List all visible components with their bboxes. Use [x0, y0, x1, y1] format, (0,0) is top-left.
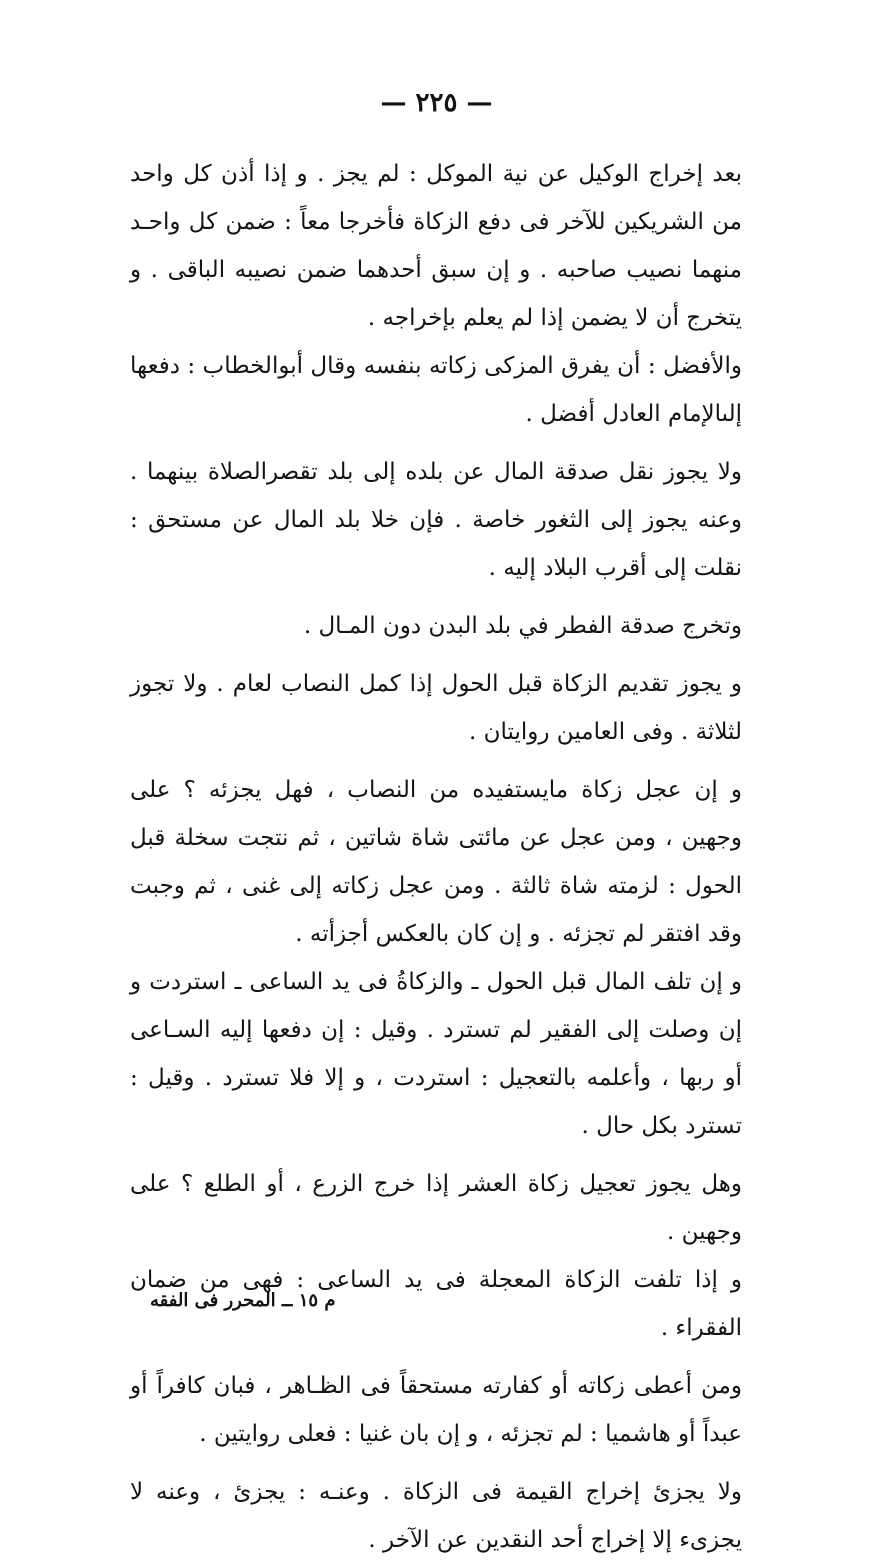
- body-text: [130, 150, 742, 1564]
- paragraph: ومن أعطى زكاته أو كفارته مستحقاً فى الظـاهر ، فبان كافراً أو عبداً أو هاشميا : لم تجزئه ، و إن بان غنيا : فعلى روايتين .: [130, 1373, 742, 1447]
- paragraph: وتخرج صدقة الفطر في بلد البدن دون المـال .: [303, 613, 742, 639]
- paragraph: ولا يجزئ إخراج القيمة فى الزكاة . وعنـه : يجزئ ، وعنه لا يجزىء إلا إخراج أحد النقدين عن الآخر .: [130, 1479, 742, 1553]
- paragraph: ولا يجوز نقل صدقة المال عن بلده إلى بلد تقصرالصلاة بينهما . وعنه يجوز إلى الثغور خاصة . فإن خلا بلد المال عن مستحق : نقلت إلى أقرب البلاد إليه .: [130, 459, 742, 581]
- paragraph: والأفضل : أن يفرق المزكى زكاته بنفسه وقال أبوالخطاب : دفعها إلىالإمام العادل أفضل .: [130, 353, 742, 427]
- paragraph: وهل يجوز تعجيل زكاة العشر إذا خرج الزرع ، أو الطلع ؟ على وجهين .: [130, 1171, 742, 1245]
- paragraph: و إن عجل زكاة مايستفيده من النصاب ، فهل يجزئه ؟ على وجهين ، ومن عجل عن مائتى شاة شاتين ، ثم نتجت سخلة قبل الحول : لزمته شاة ثالثة . ومن عجل زكاته إلى غنى ، ثم وجبت وقد افتقر لم تجزئه . و إن كان بالعكس أجزأته .: [130, 777, 742, 947]
- footer-signature: م ١٥ ــ المحرر فى الفقه: [150, 1290, 336, 1311]
- paragraph: و إذا تلفت الزكاة المعجلة فى يد الساعى : فهى من ضمان الفقراء .: [130, 1267, 742, 1341]
- paragraph: و يجوز تقديم الزكاة قبل الحول إذا كمل النصاب لعام . ولا تجوز لثلاثة . وفى العامين روايتان .: [130, 671, 742, 745]
- paragraph: و إن تلف المال قبل الحول ـ والزكاةُ فى يد الساعى ـ استردت و إن وصلت إلى الفقير لم تسترد . وقيل : إن دفعها إليه السـاعى أو ربها ، وأعلمه بالتعجيل : استردت ، و إلا فلا تسترد . وقيل : تسترد بكل حال .: [130, 969, 742, 1139]
- paragraph: بعد إخراج الوكيل عن نية الموكل : لم يجز . و إذا أذن كل واحد من الشريكين للآخر فى دفع الزكاة فأخرجا معاً : ضمن كل واحـد منهما نصيب صاحبه . و إن سبق أحدهما ضمن نصيبه الباقى . و يتخرج أن لا يضمن إذا لم يعلم بإخراجه .: [130, 161, 742, 331]
- page-number: — ٢٢٥ —: [380, 88, 493, 118]
